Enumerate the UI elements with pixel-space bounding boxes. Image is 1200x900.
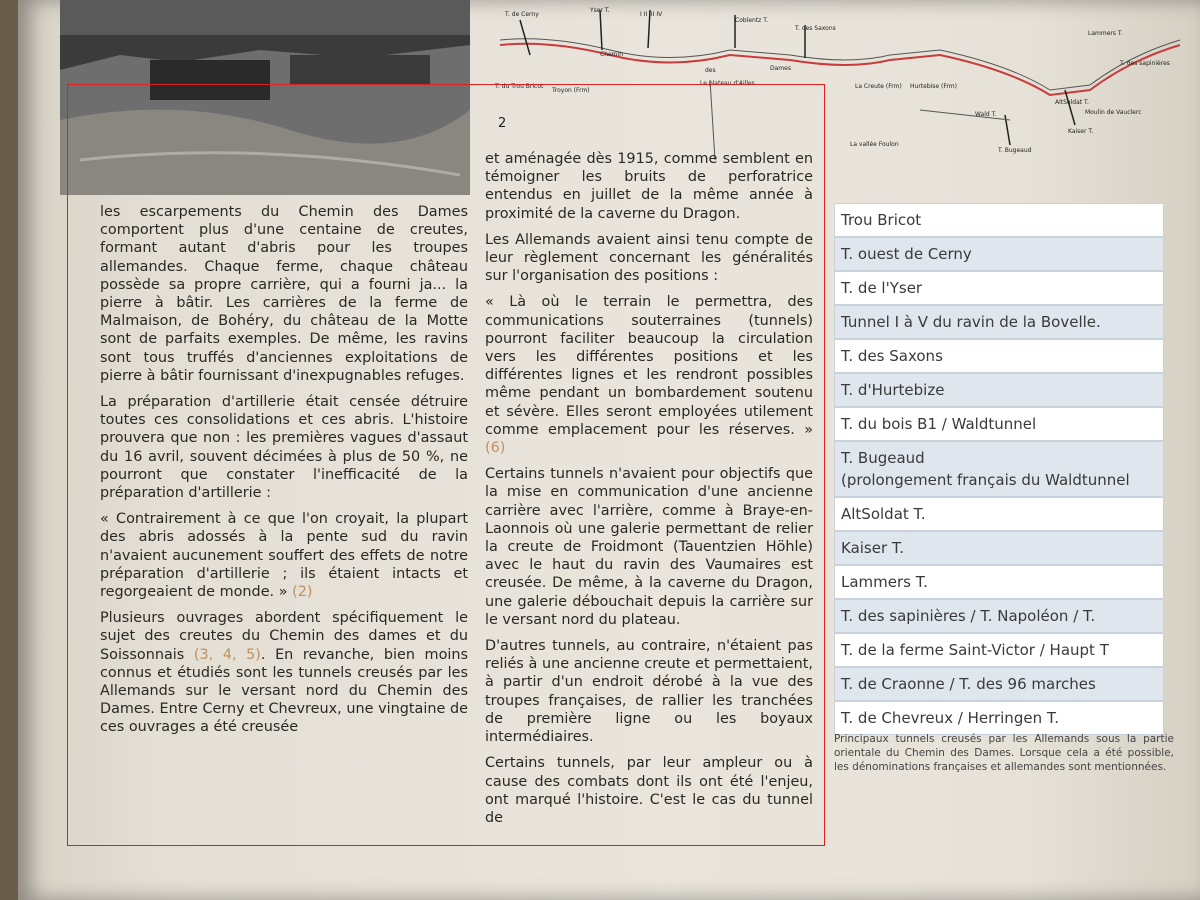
map-label-yser: Yser T.: [590, 7, 610, 14]
map-label-plateau: Le plateau d'Ailles: [700, 80, 755, 87]
tunnel-row: T. de l'Yser: [834, 271, 1164, 305]
reference-3-4-5: (3, 4, 5): [193, 646, 261, 663]
map-label-wald: Wald T.: [975, 111, 997, 118]
paragraph: les escarpements du Chemin des Dames comportent plus d'une centaine de creutes, formant autant d'abris pour les troupes allemandes. Chaque ferme, chaque château possède sa propre carrière, qui a fourni ja... la pierre à bâtir. Les carrières de la ferme de Malmaison, de Bohéry, du château de la Motte sont de parfaits exemples. De même, les ravins sont tous truffés d'anciennes exploitations de pierre à bâtir fournissant d'inexpugnables refuges.: [100, 204, 468, 384]
map-label-trou-bricot: T. du Trou Bricot: [495, 83, 544, 90]
map-label-kaiser: Kaiser T.: [1068, 128, 1094, 135]
paragraph: et aménagée dès 1915, comme semblent en témoigner les bruits de perforatrice entendus en juillet de la même année à proximité de la caverne du Dragon.: [485, 151, 813, 222]
map-label-hurtebise: Hurtebise (Frm): [910, 83, 957, 90]
map-label-dames: Dames: [770, 65, 791, 72]
map-label-foulon: La vallée Foulon: [850, 141, 899, 148]
quote-paragraph: « Contrairement à ce que l'on croyait, la plupart des abris adossés à la pente sud du ravin n'avaient aucunement souffert des effets de notre préparation d'artillerie ; ils étaient intacts et regorgeaient de monde. » (2): [100, 511, 468, 601]
tunnel-row: T. de Craonne / T. des 96 marches: [834, 667, 1164, 701]
reference-6: (6): [485, 440, 506, 457]
tunnel-row: Tunnel I à V du ravin de la Bovelle.: [834, 305, 1164, 339]
map-label-des: des: [705, 67, 716, 74]
paragraph: Certains tunnels, par leur ampleur ou à cause des combats dont ils ont été l'enjeu, ont marqué l'histoire. C'est le cas du tunnel de: [485, 755, 813, 826]
tunnel-row: T. Bugeaud (prolongement français du Waldtunnel: [834, 441, 1164, 497]
text-column-2: [485, 150, 813, 835]
paragraph: D'autres tunnels, au contraire, n'étaient pas reliés à une ancienne creute et permettaient, à partir d'un endroit dérobé à la vue des troupes françaises, de rallier les tranchées de première ligne ou les boyaux intermédiaires.: [485, 638, 813, 746]
table-caption: Principaux tunnels creusés par les Allemands sous la partie orientale du Chemin des Dames. Lorsque cela a été possible, les dénominations françaises et allemandes sont mentionnées.: [834, 733, 1174, 773]
tunnel-row: AltSoldat T.: [834, 497, 1164, 531]
figure-number: 2: [498, 116, 507, 131]
map-label-sapinieres: T. des sapinières: [1120, 60, 1170, 67]
map-label-vauclerc: Moulin de Vauclerc: [1085, 109, 1142, 116]
tunnel-row: T. de la ferme Saint-Victor / Haupt T: [834, 633, 1164, 667]
map-label-chemin: Chemin: [600, 51, 623, 58]
tunnel-row: Kaiser T.: [834, 531, 1164, 565]
map-label-cerny: T. de Cerny: [505, 11, 539, 18]
tunnel-row: Trou Bricot: [834, 203, 1164, 237]
paragraph: Plusieurs ouvrages abordent spécifiquement le sujet des creutes du Chemin des dames et du Soissonnais (3, 4, 5). En revanche, bien moins connus et étudiés sont les tunnels creusés par les Allemands sur le versant nord du Chemin des Dames. Entre Cerny et Chevreux, une vingtaine de ces ouvrages a été creusée: [100, 610, 468, 736]
historical-photo: [60, 0, 470, 195]
map-label-lammers: Lammers T.: [1088, 30, 1123, 37]
tunnel-table: [834, 203, 1164, 735]
tunnel-row: T. d'Hurtebize: [834, 373, 1164, 407]
map-label-coblentz: Coblentz T.: [735, 17, 769, 24]
map-label-saxons: T. des Saxons: [795, 25, 836, 32]
paragraph: La préparation d'artillerie était censée détruire toutes ces consolidations et ces abris. L'histoire prouvera que non : les premières vagues d'assaut du 16 avril, souvent décimées à plus de 50 %, ne pourront que constater l'inefficacité de la préparation d'artillerie :: [100, 394, 468, 502]
tunnel-row: T. du bois B1 / Waldtunnel: [834, 407, 1164, 441]
map-label-troyon: Troyon (Frm): [552, 87, 590, 94]
tunnel-row: T. de Chevreux / Herringen T.: [834, 701, 1164, 735]
paragraph: Certains tunnels n'avaient pour objectifs que la mise en communication d'une ancienne carrière avec l'arrière, comme à Braye-en-Laonnois où une galerie permettant de relier la creute de Froidmont (Tauentzien Höhle) avec le haut du ravin des Vaumaires est creusée. De même, à la caverne du Dragon, une galerie débouchait depuis la carrière sur le versant nord du plateau.: [485, 466, 813, 628]
paragraph: Les Allemands avaient ainsi tenu compte de leur règlement concernant les généralités sur l'organisation des positions :: [485, 231, 813, 285]
reference-2: (2): [292, 584, 313, 601]
map-label-roman: I II III IV: [640, 11, 663, 18]
tunnel-row: T. des sapinières / T. Napoléon / T.: [834, 599, 1164, 633]
map-label-bugeaud: T. Bugeaud: [998, 147, 1032, 154]
tunnel-row: T. des Saxons: [834, 339, 1164, 373]
map-label-creute: La Creute (Frm): [855, 83, 902, 90]
tunnel-row: T. ouest de Cerny: [834, 237, 1164, 271]
map-label-altsoldat: AltSoldat T.: [1055, 99, 1089, 106]
text-column-1: [100, 203, 468, 745]
quote-paragraph: « Là où le terrain le permettra, des communications souterraines (tunnels) pourront faciliter beaucoup la circulation vers les différentes positions et les différentes lignes et les rendront possibles même pendant un bombardement soutenu et sévère. Elles seront employées utilement comme emplacement pour les réserves. » (6): [485, 294, 813, 457]
tunnel-row: Lammers T.: [834, 565, 1164, 599]
